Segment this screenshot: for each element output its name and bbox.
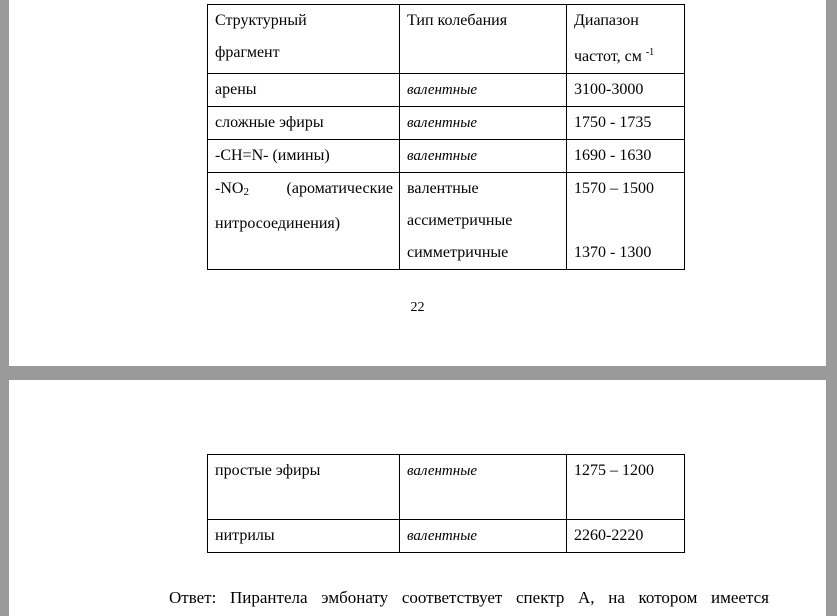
answer-word: имеется — [711, 588, 769, 607]
header-frequency-range — [567, 5, 685, 74]
nitro-fragment-line2: нитросоединения) — [215, 215, 341, 232]
nitro-fragment-desc: (ароматические — [286, 180, 393, 197]
answer-word: соответствует — [401, 588, 503, 607]
header-range-unit: частот, см — [574, 48, 642, 65]
header-range-line2 — [574, 37, 678, 73]
cell-fragment: нитрилы — [208, 520, 400, 553]
cell-type: валентные — [400, 455, 567, 520]
cell-range: 1275 – 1200 — [567, 455, 685, 520]
document-page-2 — [9, 380, 826, 616]
cell-range: 2260-2220 — [567, 520, 685, 553]
answer-word: котором — [638, 588, 698, 607]
table-header-row — [208, 5, 685, 74]
cell-type: валентные — [400, 74, 567, 107]
page-number: 22 — [410, 300, 425, 315]
nitro-type-3: симметричные — [407, 244, 509, 261]
header-fragment — [208, 5, 400, 74]
table-row — [208, 140, 685, 173]
header-fragment-line1: Структурный — [215, 12, 307, 29]
nitro-formula-base: -NO — [215, 180, 244, 197]
cell-range — [567, 173, 685, 270]
table-row — [208, 520, 685, 553]
nitro-fragment-line1 — [215, 173, 393, 208]
header-range-exponent: -1 — [645, 47, 655, 58]
answer-paragraph — [169, 588, 769, 608]
table-row — [208, 74, 685, 107]
cell-type: валентные — [400, 520, 567, 553]
cell-fragment: -CH=N- (имины) — [208, 140, 400, 173]
cell-fragment: сложные эфиры — [208, 107, 400, 140]
nitro-type-2: ассиметричные — [407, 212, 513, 229]
cell-range: 1750 - 1735 — [567, 107, 685, 140]
answer-word: Пирантела — [230, 588, 308, 607]
answer-word: Ответ: — [169, 588, 217, 607]
header-range-line1: Диапазон — [574, 12, 639, 29]
cell-fragment — [208, 173, 400, 270]
nitro-formula — [215, 173, 249, 208]
nitro-range-2: 1370 - 1300 — [574, 244, 652, 261]
header-vibration-type: Тип колебания — [400, 5, 567, 74]
cell-type — [400, 173, 567, 270]
answer-word: спектр — [516, 588, 565, 607]
cell-fragment: арены — [208, 74, 400, 107]
document-page-1 — [9, 0, 826, 366]
header-fragment-line2: фрагмент — [215, 44, 280, 61]
answer-word: А, — [578, 588, 595, 607]
nitro-range-spacer — [574, 205, 678, 237]
nitro-formula-subscript: 2 — [243, 186, 249, 198]
nitro-type-1: валентные — [407, 180, 479, 197]
cell-range: 1690 - 1630 — [567, 140, 685, 173]
ir-frequency-table-continued — [207, 454, 685, 553]
cell-type: валентные — [400, 140, 567, 173]
ir-frequency-table — [207, 4, 685, 270]
cell-type: валентные — [400, 107, 567, 140]
table-row-nitro — [208, 173, 685, 270]
answer-word: эмбонату — [321, 588, 389, 607]
answer-word: на — [608, 588, 625, 607]
table-row — [208, 107, 685, 140]
cell-fragment: простые эфиры — [208, 455, 400, 520]
table-row — [208, 455, 685, 520]
nitro-range-1: 1570 – 1500 — [574, 180, 654, 197]
cell-range: 3100-3000 — [567, 74, 685, 107]
